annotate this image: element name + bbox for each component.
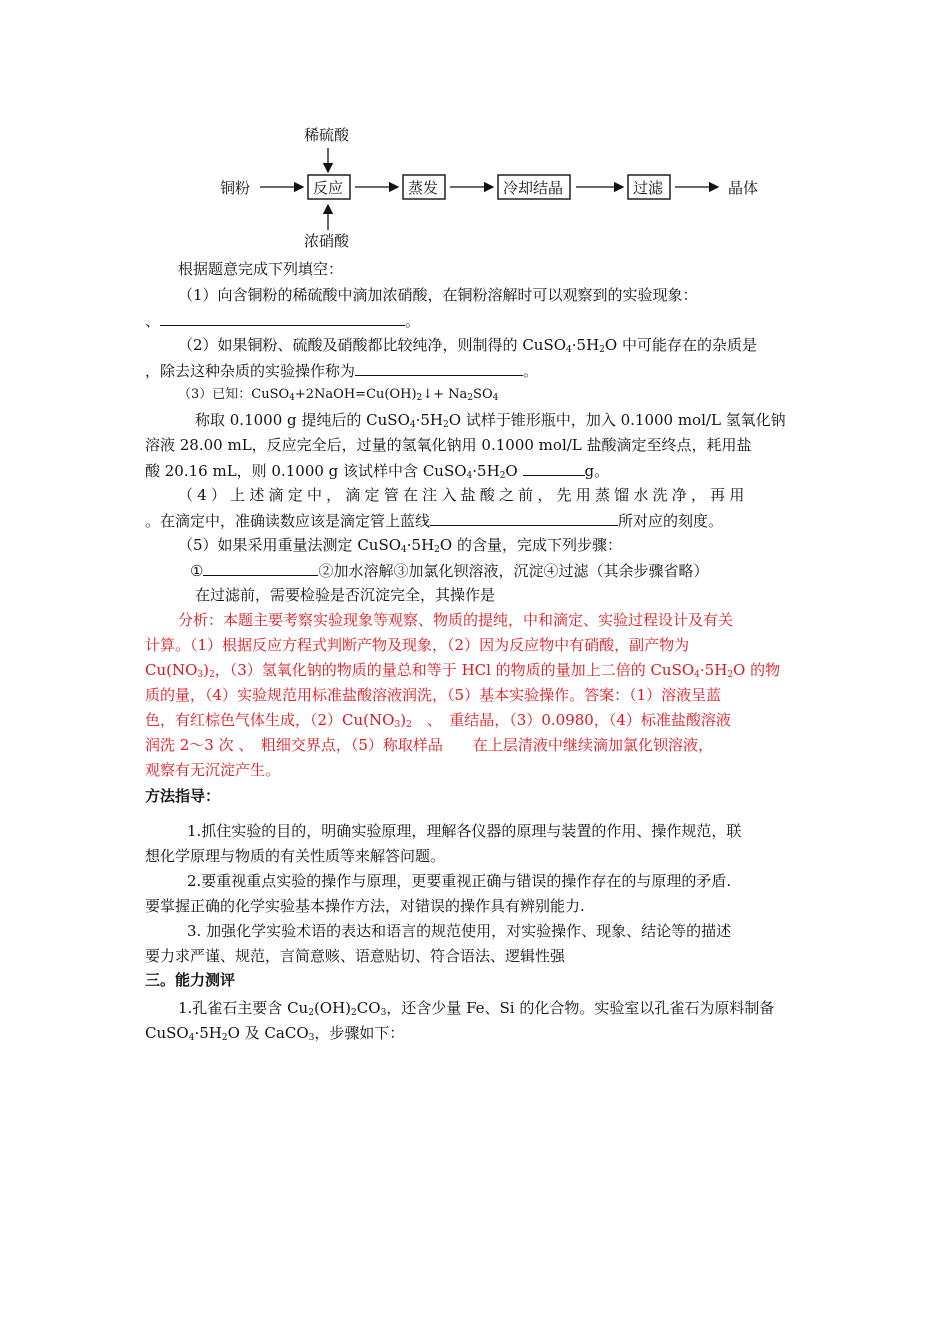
method-p3-line-1: 3. 加强化学实验术语的表达和语言的规范使用，对实验操作、现象、结论等的描述 bbox=[187, 922, 732, 940]
method-p2-line-2: 要掌握正确的化学实验基本操作方法，对错误的操作具有辨别能力. bbox=[145, 897, 585, 915]
method-heading: 方法指导： bbox=[145, 787, 221, 805]
method-p1-line-1: 1.抓住实验的目的，明确实验原理，理解各仪器的原理与装置的作用、操作规范，联 bbox=[187, 822, 742, 840]
answer-blank[interactable] bbox=[355, 360, 523, 376]
flow-step-2: 蒸发 bbox=[408, 179, 439, 197]
method-p3-line-2: 要力求严谨、规范，言简意赅、语意贴切、符合语法、逻辑性强 bbox=[145, 947, 566, 965]
analysis-line-3: $Cu(NO_3)_2$，（3）氢氧化钠的物质的量总和等于 HCl 的物质的量加上二倍的 $CuSO_4\cdot 5H_2O$ 的物 bbox=[145, 661, 781, 680]
analysis-line-5: 色，有红棕色气体生成，$(2)Cu(NO_3)_2$ 、 重结晶，（3）0.0980，（4）标准盐酸溶液 bbox=[145, 711, 731, 730]
q5-text: （5）如果采用重量法测定 $CuSO_4\cdot 5H_2O$ 的含量，完成下列步骤： bbox=[178, 536, 622, 555]
flow-step-1: 反应 bbox=[313, 179, 344, 197]
q1-answer-line: 、 。 bbox=[145, 312, 421, 330]
analysis-line-1: 分析：本题主要考察实验现象等观察、物质的提纯，中和滴定、实验过程设计及有关 bbox=[178, 611, 734, 629]
method-p2-line-1: 2.要重视重点实验的操作与原理，更要重视正确与错误的操作存在的与原理的矛盾. bbox=[187, 872, 732, 890]
method-p1-line-2: 想化学原理与物质的有关性质等来解答问题。 bbox=[145, 847, 446, 865]
q1-text: （1）向含铜粉的稀硫酸中滴加浓硝酸，在铜粉溶解时可以观察到的实验现象： bbox=[178, 286, 698, 304]
q2-text: （2）如果铜粉、硫酸及硝酸都比较纯净，则制得的 $CuSO_4\cdot 5H_2O$ 中可能存在的杂质是 bbox=[178, 336, 757, 355]
answer-blank[interactable] bbox=[203, 560, 318, 576]
q4-text: （4）上述滴定中，滴定管在注入盐酸之前，先用蒸馏水洗净，再用 bbox=[178, 486, 749, 504]
q5-check: 在过滤前，需要检验是否沉淀完全，其操作是 bbox=[195, 586, 496, 604]
answer-blank[interactable] bbox=[160, 310, 405, 326]
q3-line-3: 酸 20.16 mL，则 0.1000 g 该试样中含 $CuSO_4\cdot 5H_2O$ g。 bbox=[145, 462, 610, 481]
q3-line-2: 溶液 28.00 mL，反应完全后，过量的氢氧化钠用 0.1000 mol/L 盐酸滴定至终点，耗用盐 bbox=[145, 436, 752, 454]
flow-input-bottom: 浓硝酸 bbox=[304, 232, 350, 250]
flow-step-3: 冷却结晶 bbox=[503, 179, 564, 197]
flow-input-top: 稀硫酸 bbox=[304, 126, 350, 144]
answer-blank[interactable] bbox=[523, 460, 585, 476]
intro-line: 根据题意完成下列填空： bbox=[178, 260, 344, 278]
answer-blank[interactable] bbox=[430, 510, 618, 526]
process-flow-diagram bbox=[200, 118, 800, 253]
section-3-p1-line-2: $CuSO_4\cdot 5H_2O$ 及 CaCO$_3$，步骤如下： bbox=[145, 1024, 405, 1043]
q4-answer-line: 。在滴定中，准确读数应该是滴定管上蓝线 所对应的刻度。 bbox=[145, 512, 724, 530]
analysis-line-7: 观察有无沉淀产生。 bbox=[145, 761, 281, 779]
q2-answer-line: ，除去这种杂质的实验操作称为 。 bbox=[145, 362, 539, 380]
q3-line-1: 称取 0.1000 g 提纯后的 $CuSO_4\cdot 5H_2O$ 试样于锥形瓶中，加入 0.1000 mol/L 氢氧化钠 bbox=[195, 411, 786, 430]
analysis-line-4: 质的量，（4）实验规范用标准盐酸溶液润洗，（5）基本实验操作。答案：（1）溶液呈蓝 bbox=[145, 686, 722, 704]
analysis-line-6: 润洗 2～3 次 、 粗细交界点，（5）称取样品 在上层清液中继续滴加氯化钡溶液， bbox=[145, 736, 713, 754]
section-3-heading: 三。能力测评 bbox=[145, 971, 236, 989]
analysis-line-2: 计算。（1）根据反应方程式判断产物及现象，（2）因为反应物中有硝酸，副产物为 bbox=[145, 636, 690, 654]
flow-output: 晶体 bbox=[728, 179, 759, 197]
flow-input-left: 铜粉 bbox=[220, 179, 251, 197]
flow-step-4: 过滤 bbox=[633, 179, 664, 197]
section-3-p1-line-1: 1.孔雀石主要含 $Cu_2(OH)_2CO_3$，还含少量 Fe、Si 的化合物。实验室以孔雀石为原料制备 bbox=[178, 999, 775, 1018]
q3-equation: （3）已知：$CuSO_4+2NaOH=Cu(OH)_2↓+ Na_2SO_4$ bbox=[178, 387, 499, 403]
q5-steps: ① ②加水溶解③加氯化钡溶液，沉淀④过滤（其余步骤省略） bbox=[190, 562, 709, 580]
